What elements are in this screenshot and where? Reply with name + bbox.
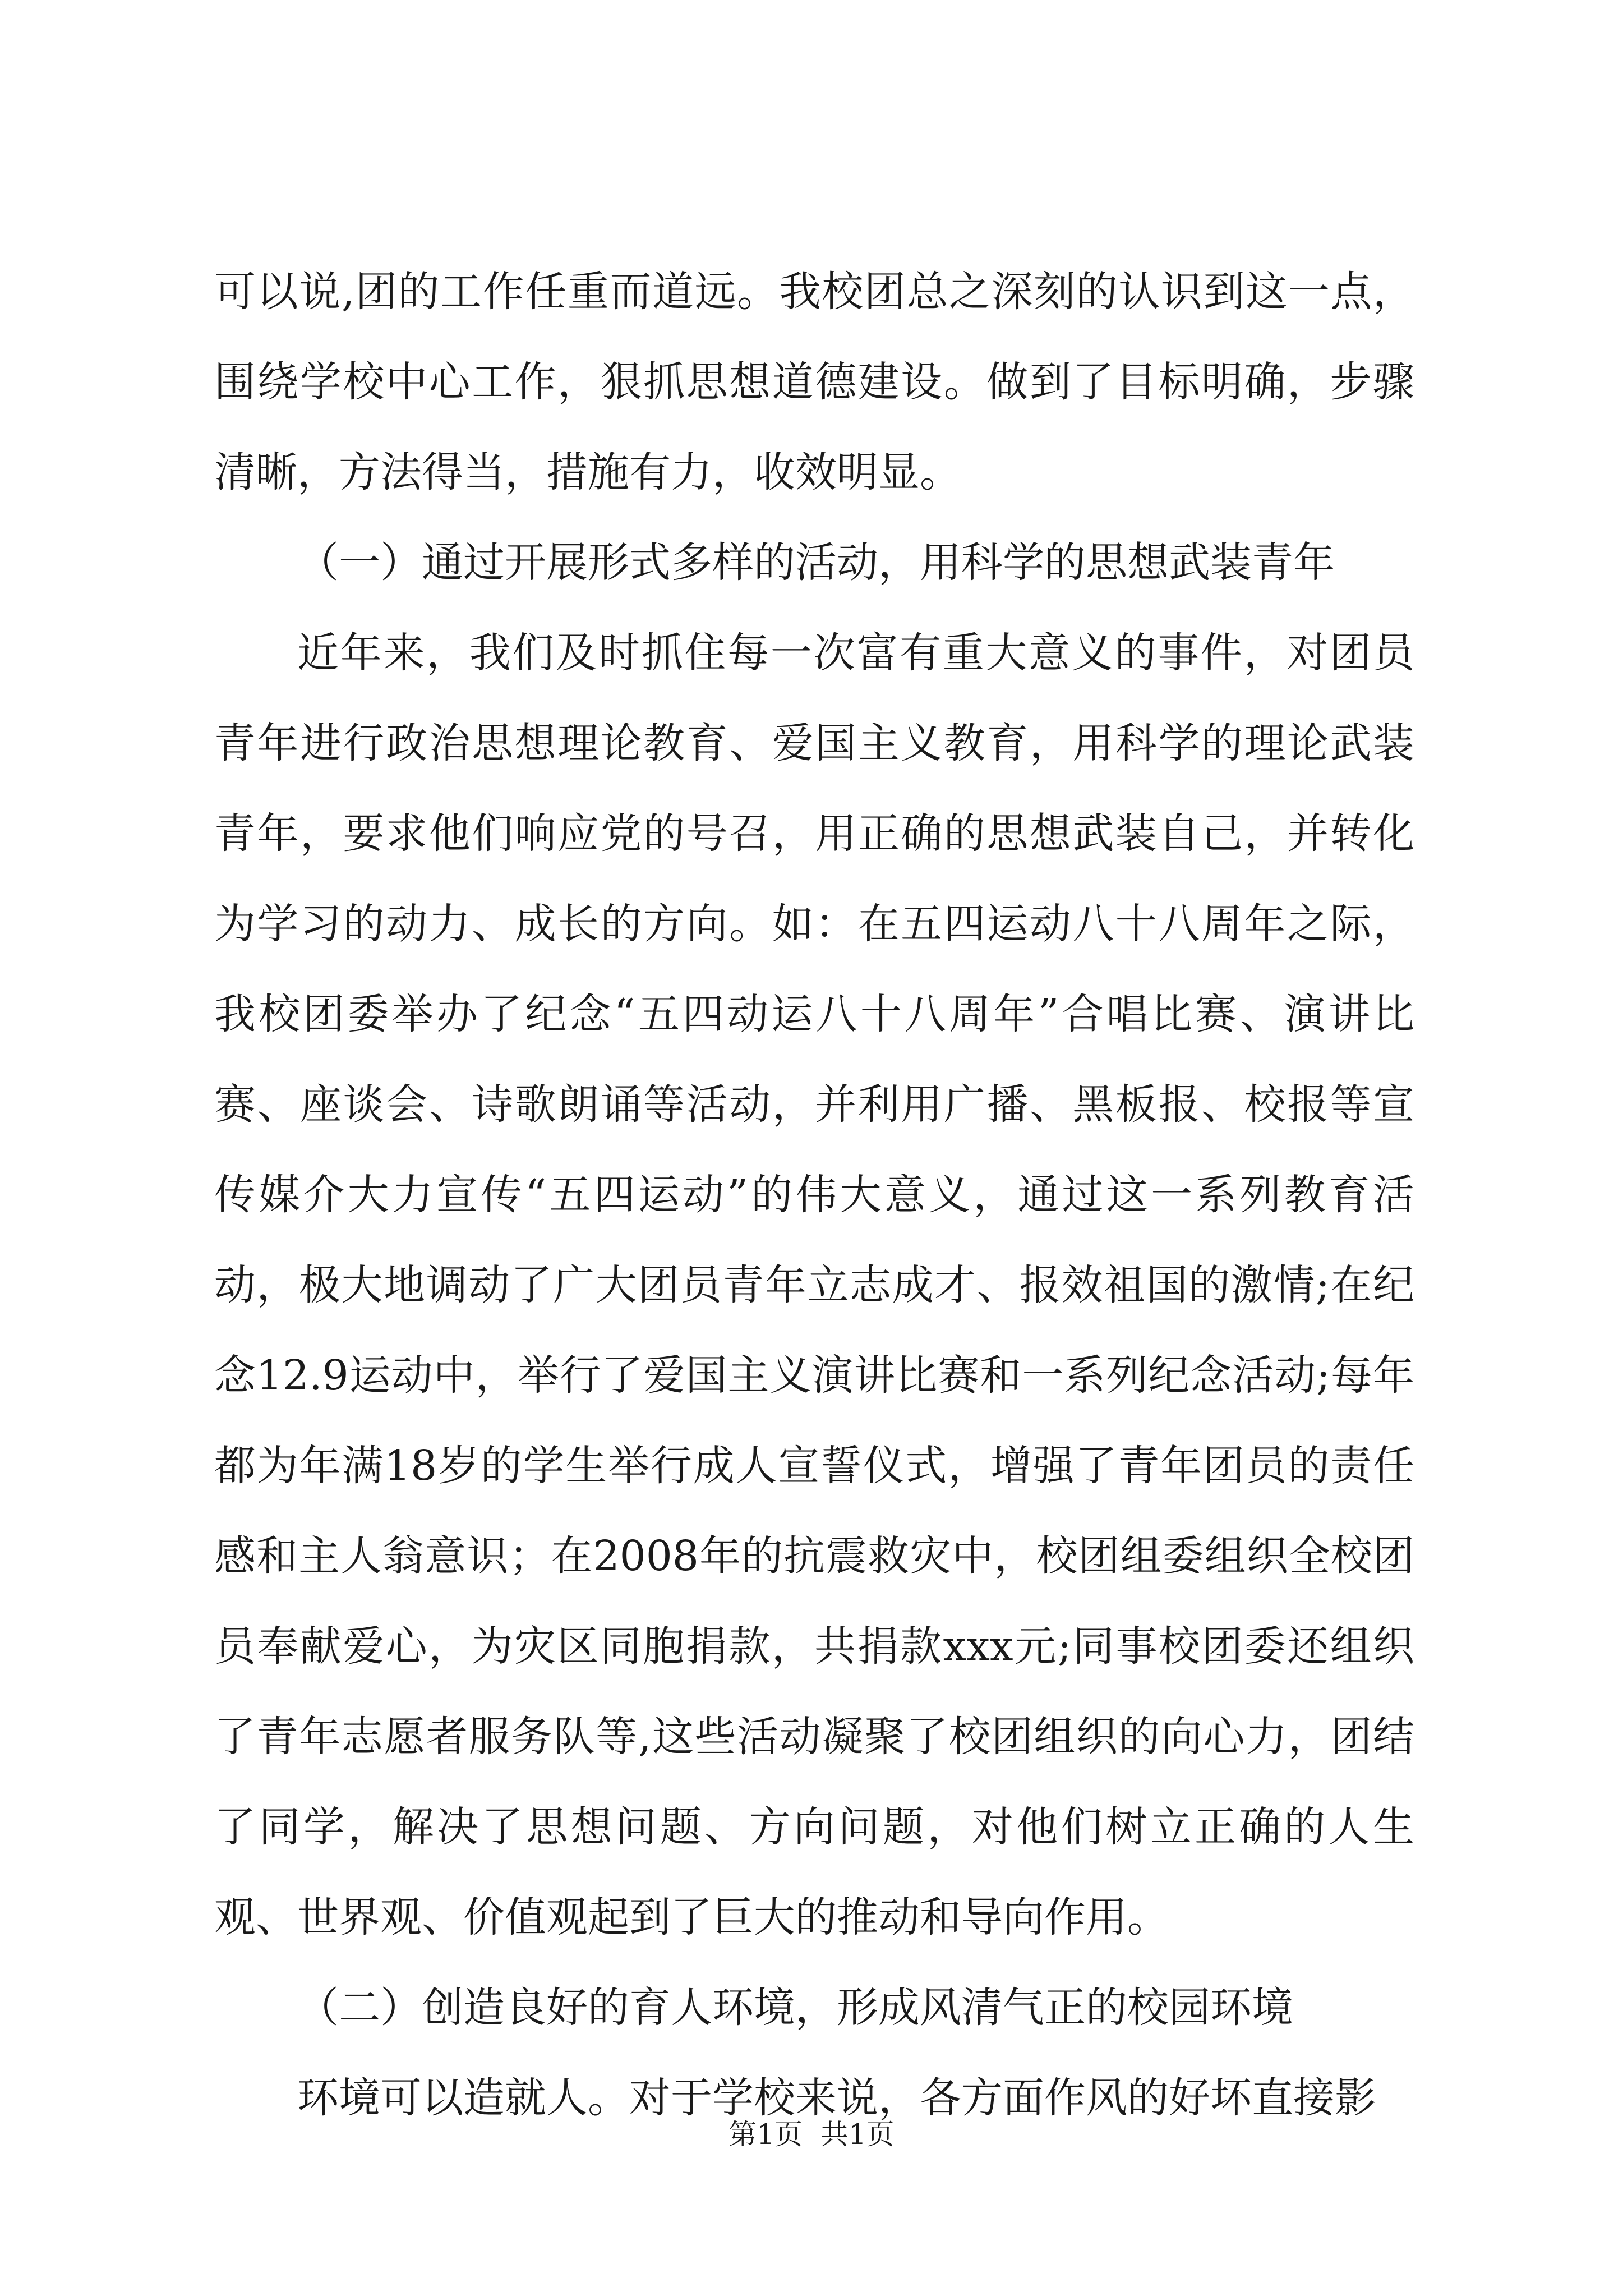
page-number-label: 第1页 共1页 [728,2118,895,2151]
section-heading-2: （二）创造良好的育人环境，形成风清气正的校园环境 [297,1984,1293,2032]
paragraph-activities: 近年来，我们及时抓住每一次富有重大意义的事件，对团员青年进行政治思想理论教育、爱国主义教育，用科学的理论武装青年，要求他们响应党的号召，用正确的思想武装自己，并转化为学习的动力、成长的方向。如：在五四运动八十八周年之际，我校团委举办了纪念“五四动运八十八周年”合唱比赛、演讲比赛、座谈会、诗歌朗诵等活动，并利用广播、黑板报、校报等宣传媒介大力宣传“五四运动”的伟大意义，通过这一系列教育活动，极大地调动了广大团员青年立志成才、报效祖国的激情;在纪念12.9运动中，举行了爱国主义演讲比赛和一系列纪念活动;每年都为年满18岁的学生举行成人宣誓仪式，增强了青年团员的责任感和主人翁意识；在2008年的抗震救灾中，校团组委组织全校团员奉献爱心，为灾区同胞捐款，共捐款xxx元;同事校团委还组织了青年志愿者服务队等,这些活动凝聚了校团组织的向心力，团结了同学，解决了思想问题、方向问题，对他们树立正确的人生观、世界观、价值观起到了巨大的推动和导向作用。 [214,629,1414,1941]
section-heading-1: （一）通过开展形式多样的活动，用科学的思想武装青年 [297,539,1335,587]
page-footer [0,2118,1623,2151]
paragraph-intro: 可以说,团的工作任重而道远。我校团总之深刻的认识到这一点，围绕学校中心工作，狠抓思想道德建设。做到了目标明确，步骤清晰，方法得当，措施有力，收效明显。 [214,268,1414,496]
document-body [214,247,1414,2143]
paragraph-environment: 环境可以造就人。对于学校来说，各方面作风的好坏直接影 [297,2074,1376,2122]
